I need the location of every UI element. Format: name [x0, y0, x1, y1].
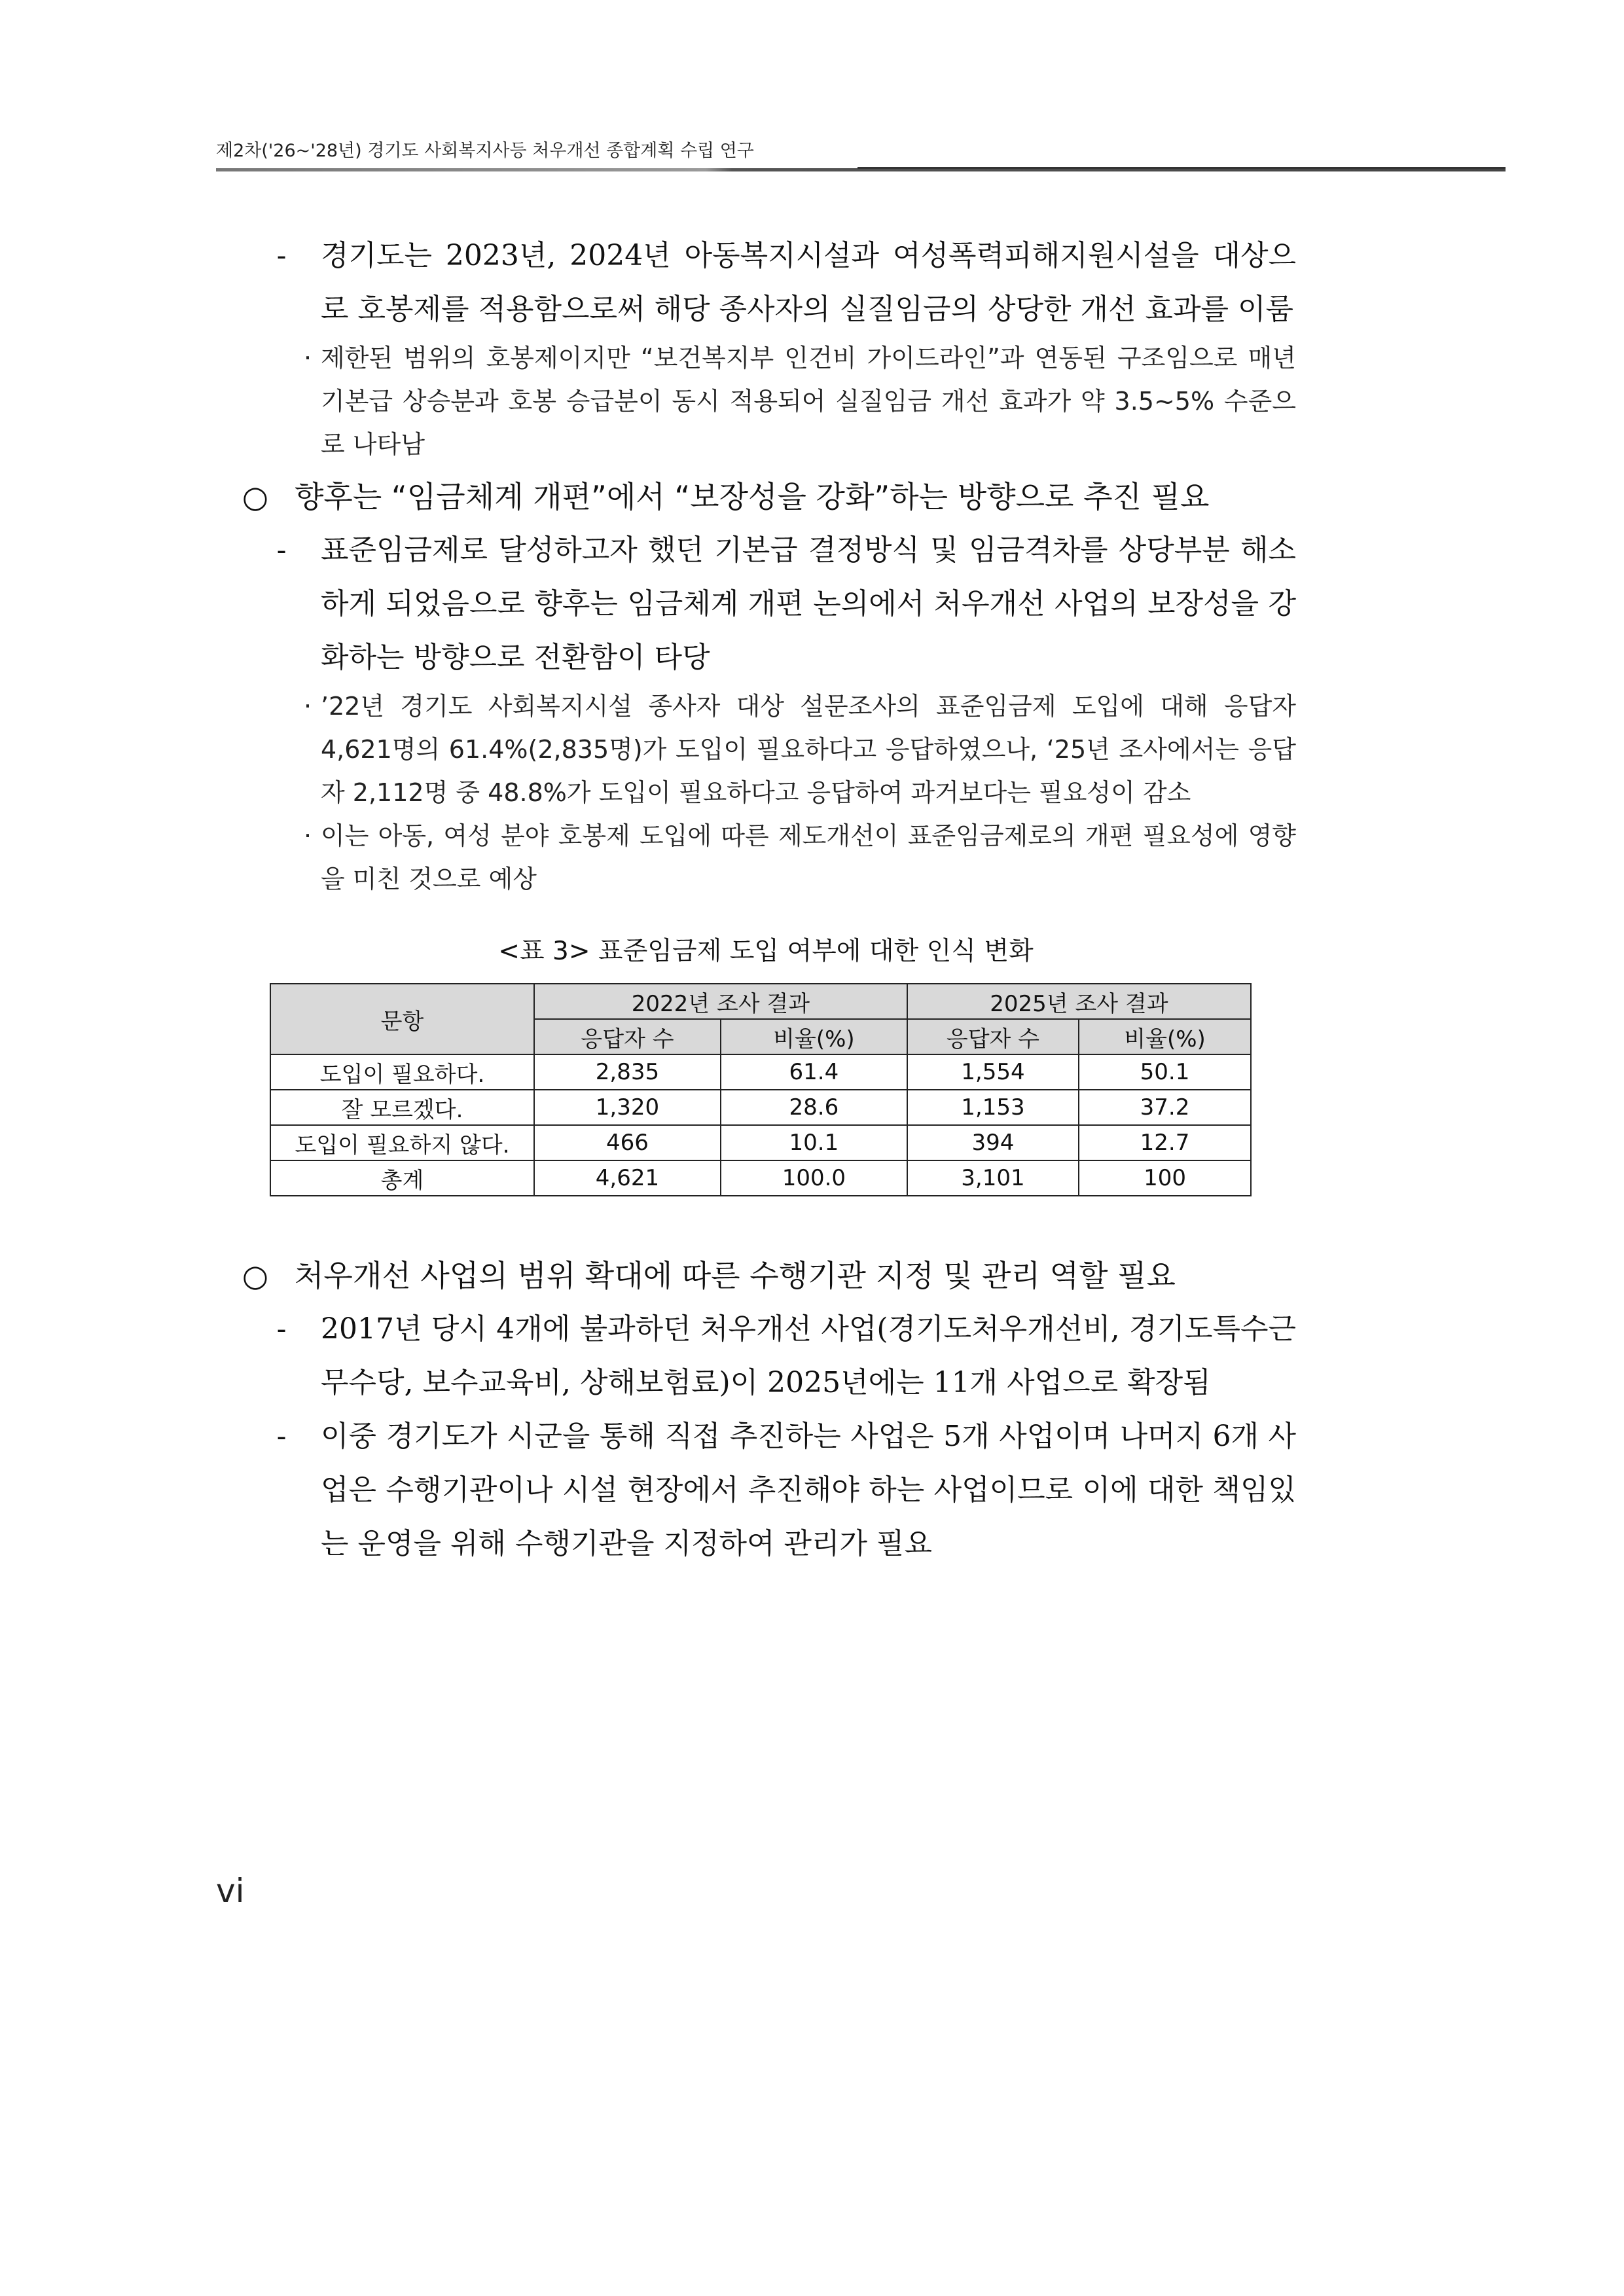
- cell: 100.0: [721, 1160, 907, 1196]
- cell: 1,320: [534, 1090, 721, 1125]
- row-item: 도입이 필요하지 않다.: [270, 1125, 534, 1160]
- table-row: [270, 1090, 1251, 1125]
- bullet-item: [236, 814, 1296, 901]
- table-row: [270, 1160, 1251, 1196]
- dash-item: [262, 524, 1296, 685]
- dash-marker: -: [276, 1420, 287, 1453]
- body-content: [236, 229, 1296, 1571]
- cell: 12.7: [1079, 1125, 1251, 1160]
- row-item: 도입이 필요하다.: [270, 1054, 534, 1090]
- cell: 50.1: [1079, 1054, 1251, 1090]
- sub-ratio-2022: 비율(%): [721, 1019, 907, 1054]
- col-item-header: 문항: [270, 984, 534, 1054]
- dash-item: [262, 229, 1296, 336]
- group-2022-header: 2022년 조사 결과: [534, 984, 907, 1019]
- cell: 394: [907, 1125, 1079, 1160]
- row-item: 잘 모르겠다.: [270, 1090, 534, 1125]
- cell: 4,621: [534, 1160, 721, 1196]
- cell: 1,153: [907, 1090, 1079, 1125]
- sub-count-2022: 응답자 수: [534, 1019, 721, 1054]
- cell: 61.4: [721, 1054, 907, 1090]
- circle-marker: ○: [242, 479, 269, 514]
- section-heading-text: 처우개선 사업의 범위 확대에 따른 수행기관 지정 및 관리 역할 필요: [295, 1258, 1176, 1293]
- bullet-text: ’22년 경기도 사회복지시설 종사자 대상 설문조사의 표준임금제 도입에 대해 응답자 4,621명의 61.4%(2,835명)가 도입이 필요하다고 응답하였으나, ‘25년 조사에서는 응답자 2,112명 중 48.8%가 도입이 필요하다고 응답하여 과거보다는 필요성이 감소: [321, 692, 1296, 807]
- cell: 10.1: [721, 1125, 907, 1160]
- survey-table: [270, 983, 1252, 1196]
- page-number: vi: [216, 1872, 245, 1910]
- bullet-text: 제한된 범위의 호봉제이지만 “보건복지부 인건비 가이드라인”과 연동된 구조임으로 매년 기본급 상승분과 호봉 승급분이 동시 적용되어 실질임금 개선 효과가 약 3.5~5% 수준으로 나타남: [321, 344, 1296, 459]
- header-rule-dark: [857, 167, 1506, 169]
- cell: 1,554: [907, 1054, 1079, 1090]
- dash-marker: -: [276, 533, 287, 567]
- sub-count-2025: 응답자 수: [907, 1019, 1079, 1054]
- table-caption: <표 3> 표준임금제 도입 여부에 대한 인식 변화: [498, 937, 1034, 966]
- sub-ratio-2025: 비율(%): [1079, 1019, 1251, 1054]
- bullet-item: [236, 685, 1296, 814]
- dash-item: [262, 1410, 1296, 1571]
- cell: 2,835: [534, 1054, 721, 1090]
- dash-marker: -: [276, 1312, 287, 1346]
- bullet-marker: ·: [303, 344, 312, 372]
- dash-marker: -: [276, 239, 287, 272]
- table-row: [270, 1125, 1251, 1160]
- cell: 28.6: [721, 1090, 907, 1125]
- dash-text: 이중 경기도가 시군을 통해 직접 추진하는 사업은 5개 사업이며 나머지 6개 사업은 수행기관이나 시설 현장에서 추진해야 하는 사업이므로 이에 대한 책임있는 운영을 위해 수행기관을 지정하여 관리가 필요: [321, 1420, 1296, 1560]
- cell: 3,101: [907, 1160, 1079, 1196]
- running-header: 제2차('26~'28년) 경기도 사회복지사등 처우개선 종합계획 수립 연구: [216, 141, 754, 161]
- dash-text: 경기도는 2023년, 2024년 아동복지시설과 여성폭력피해지원시설을 대상으로 호봉제를 적용함으로써 해당 종사자의 실질임금의 상당한 개선 효과를 이룸: [321, 239, 1296, 326]
- bullet-text: 이는 아동, 여성 분야 호봉제 도입에 따른 제도개선이 표준임금제로의 개편 필요성에 영향을 미친 것으로 예상: [321, 821, 1296, 893]
- section-heading: [236, 470, 1296, 524]
- section-heading: [236, 1249, 1296, 1302]
- row-item: 총계: [270, 1160, 534, 1196]
- cell: 37.2: [1079, 1090, 1251, 1125]
- bullet-marker: ·: [303, 692, 312, 721]
- table-header-row: [270, 984, 1251, 1019]
- cell: 100: [1079, 1160, 1251, 1196]
- dash-item: [262, 1302, 1296, 1410]
- section-heading-text: 향후는 “임금체계 개편”에서 “보장성을 강화”하는 방향으로 추진 필요: [295, 479, 1210, 514]
- bullet-marker: ·: [303, 821, 312, 850]
- cell: 466: [534, 1125, 721, 1160]
- dash-text: 2017년 당시 4개에 불과하던 처우개선 사업(경기도처우개선비, 경기도특수근무수당, 보수교육비, 상해보험료)이 2025년에는 11개 사업으로 확장됨: [321, 1312, 1296, 1399]
- dash-text: 표준임금제로 달성하고자 했던 기본급 결정방식 및 임금격차를 상당부분 해소하게 되었음으로 향후는 임금체계 개편 논의에서 처우개선 사업의 보장성을 강화하는 방향으로 전환함이 타당: [321, 533, 1296, 674]
- circle-marker: ○: [242, 1258, 269, 1293]
- table-row: [270, 1054, 1251, 1090]
- group-2025-header: 2025년 조사 결과: [907, 984, 1251, 1019]
- bullet-item: [236, 336, 1296, 466]
